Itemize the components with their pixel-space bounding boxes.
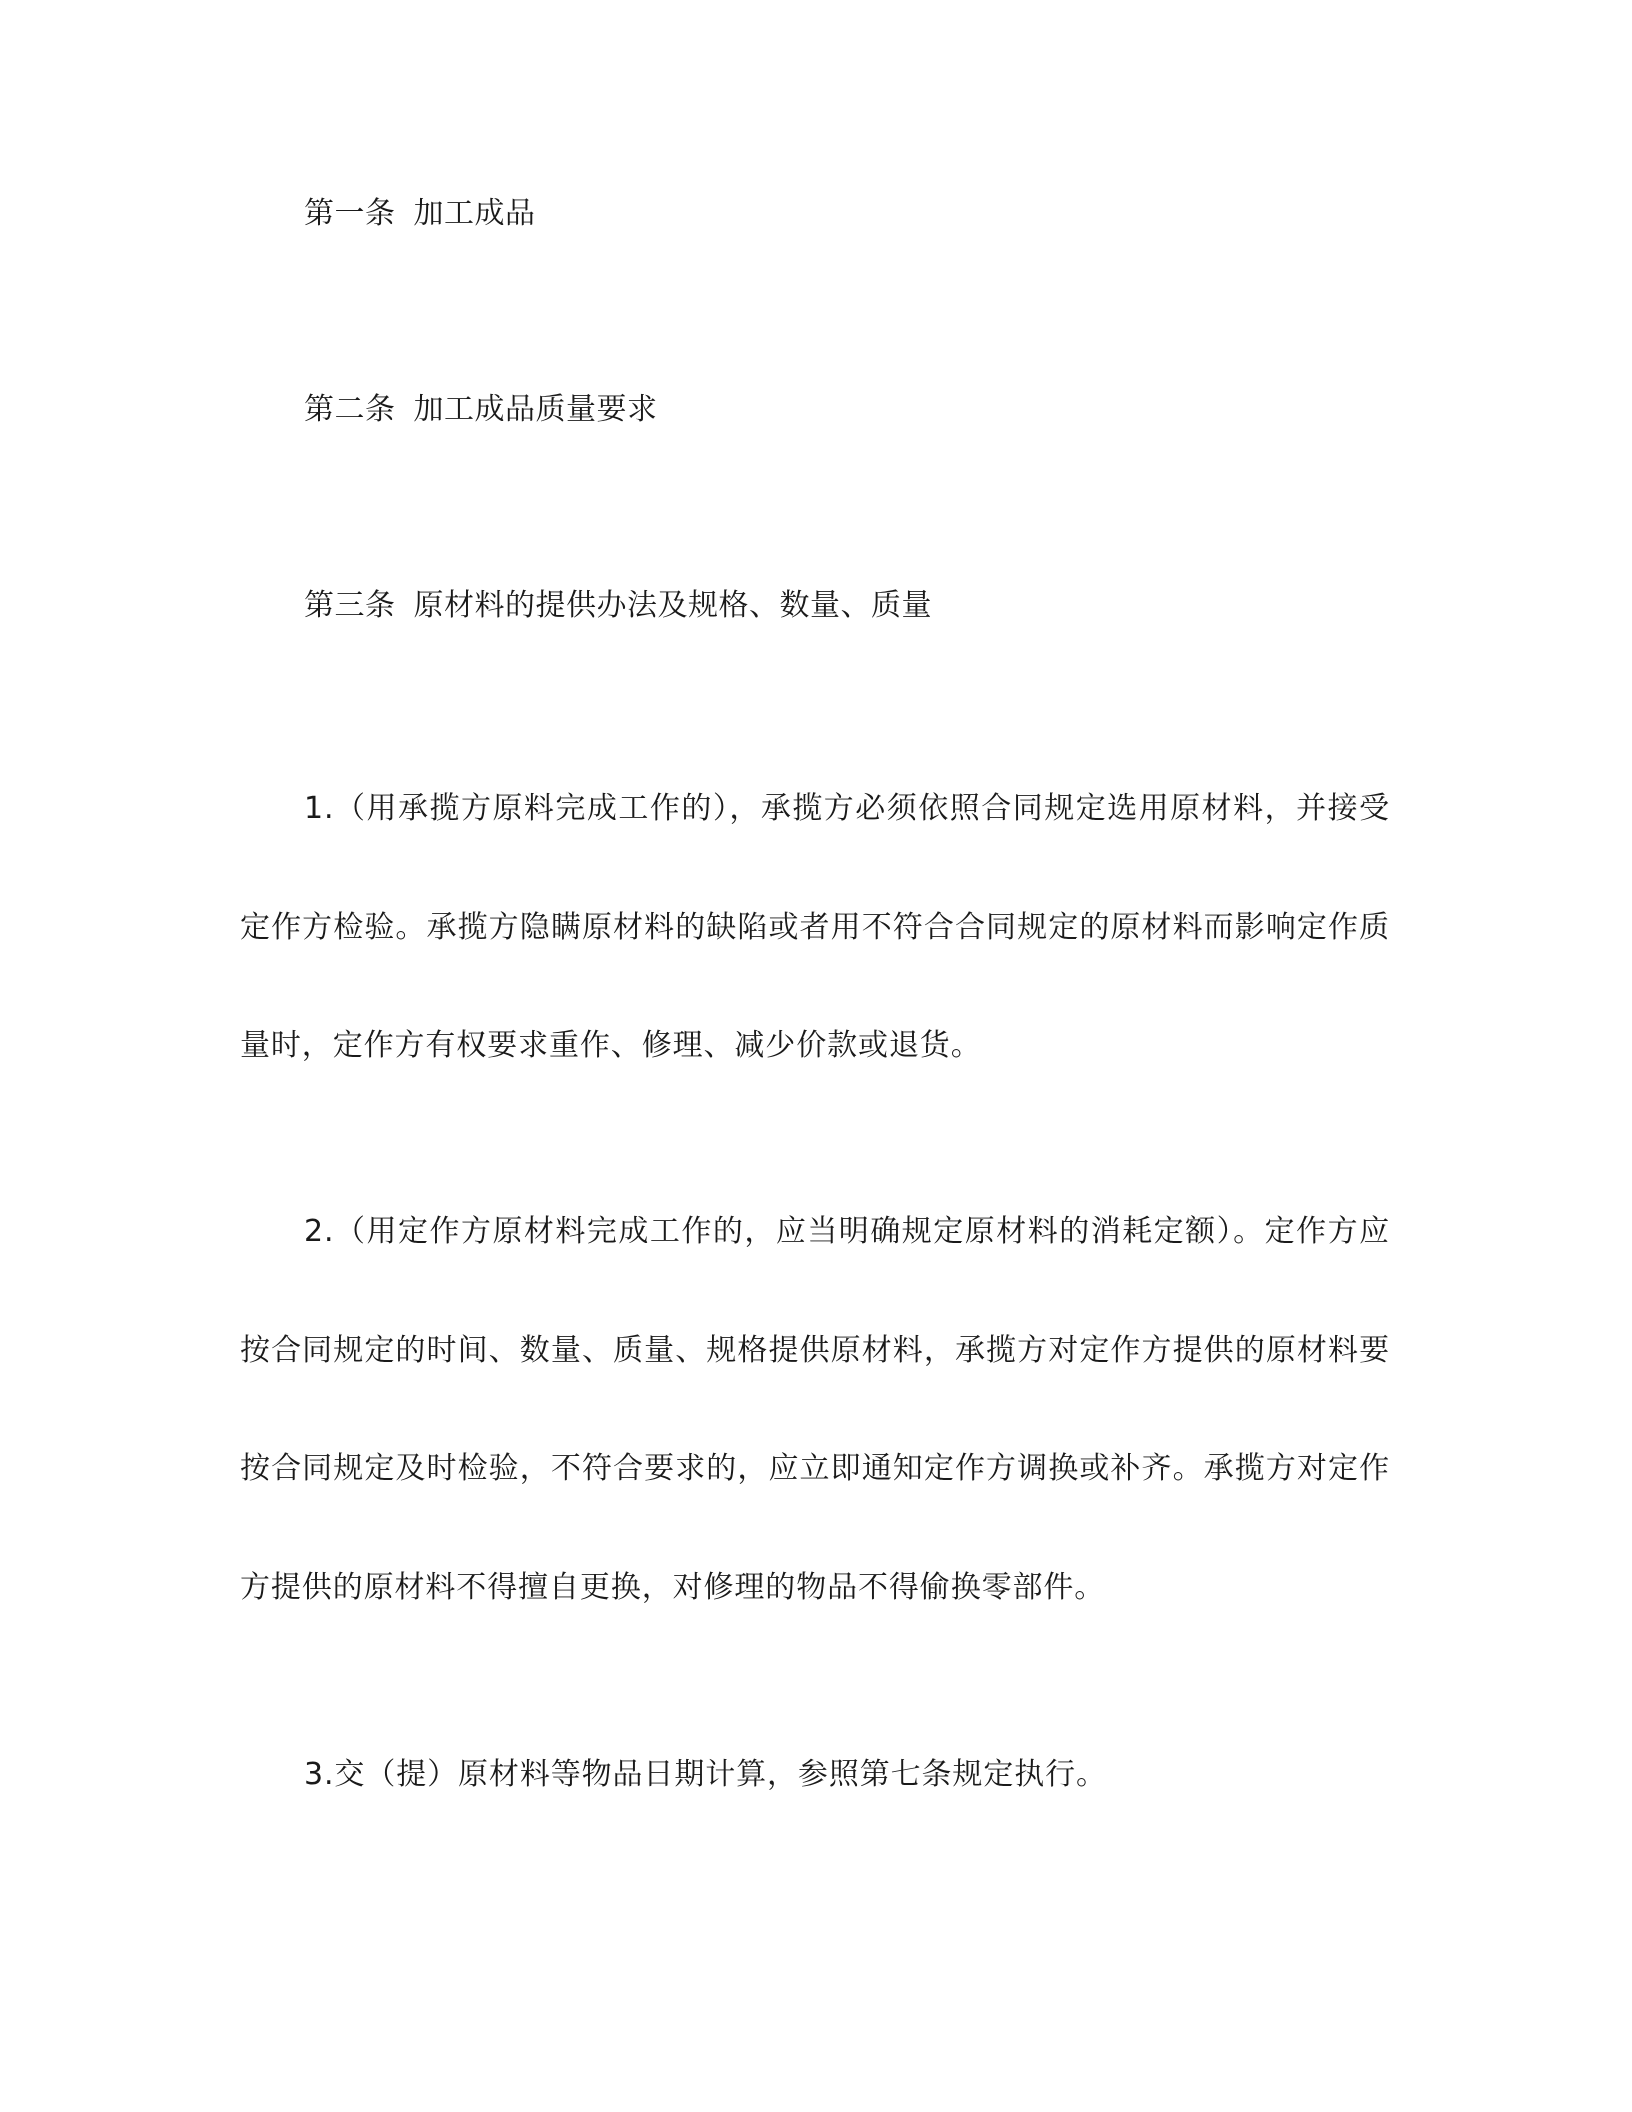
article-1-heading xyxy=(304,192,536,236)
article-number: 第一条 xyxy=(304,196,396,231)
article-number: 第三条 xyxy=(304,588,396,623)
clause-3-paragraph: 3.交（提）原材料等物品日期计算，参照第七条规定执行。 xyxy=(304,1757,1107,1792)
article-3-heading xyxy=(304,584,932,628)
article-title: 加工成品质量要求 xyxy=(413,392,658,427)
article-number: 第二条 xyxy=(304,392,396,427)
clause-2-paragraph: 2.（用定作方原材料完成工作的，应当明确规定原材料的消耗定额）。定作方应按合同规定的时间、数量、质量、规格提供原材料，承揽方对定作方提供的原材料要按合同规定及时检验，不符合要求的，应立即通知定作方调换或补齐。承揽方对定作方提供的原材料不得擅自更换，对修理的物品不得偷换零部件。 xyxy=(240,1214,1390,1605)
article-title: 原材料的提供办法及规格、数量、质量 xyxy=(413,588,932,623)
article-title: 加工成品 xyxy=(413,196,536,231)
clause-1-paragraph: 1.（用承揽方原料完成工作的），承揽方必须依照合同规定选用原材料，并接受定作方检验。承揽方隐瞒原材料的缺陷或者用不符合合同规定的原材料而影响定作质量时，定作方有权要求重作、修理、减少价款或退货。 xyxy=(240,791,1390,1063)
article-2-heading xyxy=(304,388,658,432)
